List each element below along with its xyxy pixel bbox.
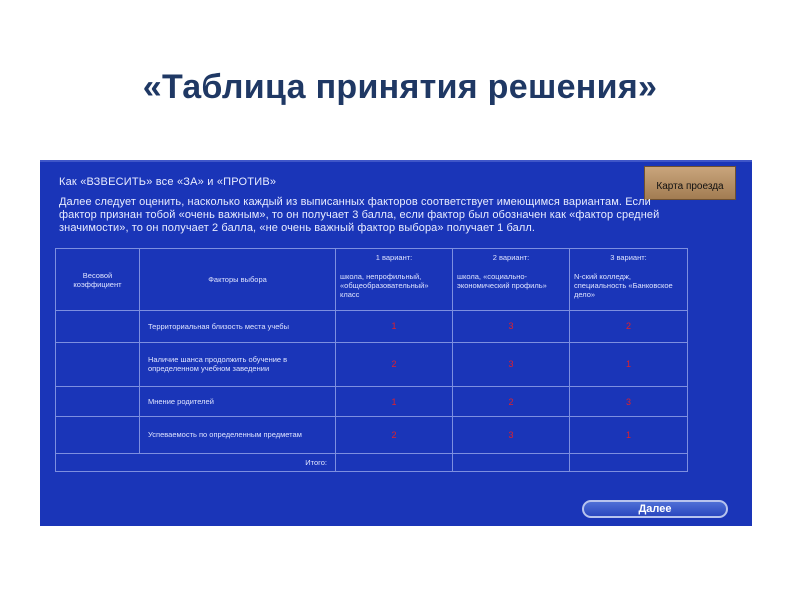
score-cell[interactable]: 3 — [453, 311, 570, 343]
factor-cell: Территориальная близость места учебы — [140, 311, 336, 343]
score-cell[interactable]: 2 — [336, 342, 453, 387]
next-button[interactable] — [582, 500, 728, 518]
table-row — [56, 311, 688, 343]
option-description: школа, непрофильный, «общеобразовательный» класс — [340, 272, 429, 299]
total-cell[interactable] — [570, 453, 688, 471]
score-cell[interactable]: 3 — [453, 342, 570, 387]
table-row — [56, 416, 688, 453]
app-window — [40, 160, 752, 526]
score-cell[interactable]: 1 — [336, 311, 453, 343]
header-option-1 — [336, 249, 453, 311]
table-row — [56, 342, 688, 387]
weight-cell[interactable] — [56, 387, 140, 417]
score-cell[interactable]: 1 — [570, 416, 688, 453]
decision-table — [55, 248, 688, 472]
header-option-2 — [453, 249, 570, 311]
factor-cell: Успеваемость по определенным предметам — [140, 416, 336, 453]
option-title: 3 вариант: — [610, 253, 647, 262]
total-label: Итого: — [56, 453, 336, 471]
weight-cell[interactable] — [56, 416, 140, 453]
score-cell[interactable]: 1 — [570, 342, 688, 387]
weight-cell[interactable] — [56, 311, 140, 343]
table-row — [56, 387, 688, 417]
header-factors: Факторы выбора — [140, 249, 336, 311]
total-cell[interactable] — [336, 453, 453, 471]
total-cell[interactable] — [453, 453, 570, 471]
score-cell[interactable]: 2 — [570, 311, 688, 343]
instructions-text: Далее следует оценить, насколько каждый из выписанных факторов соответствует имеющимся вариантам. Если фактор признан тобой «очень важным», то он получает 3 балла, если фактор был обозначен как «фактор средней значимости», то он получает 2 балла, «не очень важный фактор выбора» получает 1 балл. — [59, 196, 660, 234]
score-cell[interactable]: 2 — [453, 387, 570, 417]
option-title: 1 вариант: — [375, 253, 413, 262]
score-cell[interactable]: 2 — [336, 416, 453, 453]
map-button-label: Карта проезда — [656, 181, 724, 192]
score-cell[interactable]: 3 — [570, 387, 688, 417]
factor-cell: Мнение родителей — [140, 387, 336, 417]
score-cell[interactable]: 1 — [336, 387, 453, 417]
header-option-3 — [570, 249, 688, 311]
slide-title: «Таблица принятия решения» — [142, 68, 658, 106]
screen-heading: Как «ВЗВЕСИТЬ» все «ЗА» и «ПРОТИВ» — [59, 176, 277, 188]
total-row — [56, 453, 688, 471]
score-cell[interactable]: 3 — [453, 416, 570, 453]
map-button[interactable] — [644, 166, 736, 200]
next-button-label: Далее — [638, 503, 672, 515]
header-weight: Весовой коэффициент — [56, 249, 140, 311]
weight-cell[interactable] — [56, 342, 140, 387]
option-description: школа, «социально-экономический профиль» — [457, 272, 547, 290]
option-title: 2 вариант: — [492, 253, 530, 262]
factor-cell: Наличие шанса продолжить обучение в определенном учебном заведении — [140, 342, 336, 387]
option-description: N-ский колледж, специальность «Банковское дело» — [574, 272, 673, 299]
